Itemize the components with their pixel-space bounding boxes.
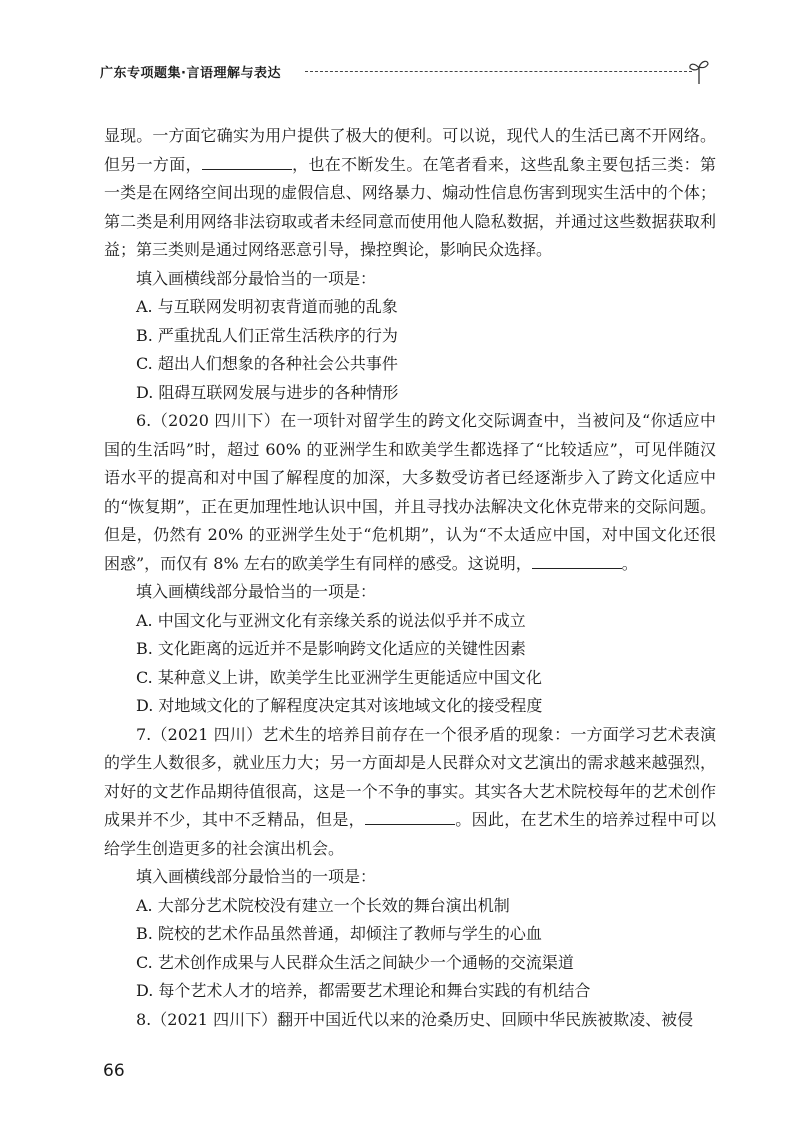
question-prompt: 填入画横线部分最恰当的一项是： [136, 867, 377, 886]
header-title: 广东专项题集·言语理解与表达 [100, 66, 281, 81]
option-b: B. 院校的艺术作品虽然普通，却倾注了教师与学生的心血 [136, 924, 542, 943]
question-prompt: 填入画横线部分最恰当的一项是： [136, 268, 377, 288]
option-c: C. 某种意义上讲，欧美学生比亚洲学生更能适应中国文化 [136, 667, 542, 687]
page-content [104, 122, 716, 1034]
option-d: D. 阻碍互联网发展与进步的各种情形 [136, 382, 399, 402]
header-rule [305, 71, 692, 72]
option-d: D. 每个艺术人才的培养，都需要艺术理论和舞台实践的有机结合 [136, 981, 591, 1000]
option-c: C. 艺术创作成果与人民群众生活之间缺少一个通畅的交流渠道 [136, 952, 574, 972]
option-a: A. 与互联网发明初衷背道而驰的乱象 [136, 297, 398, 316]
option-c: C. 超出人们想象的各种社会公共事件 [136, 354, 398, 373]
passage-continuation: 显现。一方面它确实为用户提供了极大的便利。可以说，现代人的生活已离不开网络。但另一方面， ，也在不断发生。在笔者看来，这些乱象主要包括三类：第一类是在网络空间出现的虚假信息、网络暴力、煽动性信息伤害到现实生活中的个体；第二类是利用网络非法窃取或者未经同意而使用他人隐私数据，并通过这些数据获取利益；第三类则是通过网络恶意引导，操控舆论，影响民众选择。 [104, 126, 716, 259]
option-a: A. 大部分艺术院校没有建立一个长效的舞台演出机制 [136, 895, 510, 915]
question-8-stem: 8.（2021 四川下）翻开中国近代以来的沧桑历史、回顾中华民族被欺凌、被侵 [136, 1009, 694, 1029]
option-a: A. 中国文化与亚洲文化有亲缘关系的说法似乎并不成立 [136, 610, 526, 630]
answer-blank [532, 552, 622, 569]
option-b: B. 严重扰乱人们正常生活秩序的行为 [136, 325, 398, 345]
question-prompt: 填入画横线部分最恰当的一项是： [136, 582, 377, 601]
answer-blank [202, 153, 292, 170]
option-d: D. 对地域文化的了解程度决定其对该地域文化的接受程度 [136, 696, 543, 715]
running-header [100, 58, 710, 88]
question-7-stem: 7.（2021 四川）艺术生的培养目前存在一个很矛盾的现象：一方面学习艺术表演的学生人数很多，就业压力大；另一方面却是人民群众对文艺演出的需求越来越强烈，对好的文艺作品期待值很高，这是一个不争的事实。其实各大艺术院校每年的艺术创作成果并不少，其中不乏精品，但是， 。因此，在艺术生的培养过程中可以给学生创造更多的社会演出机会。 [104, 724, 716, 858]
question-6-stem: 6.（2020 四川下）在一项针对留学生的跨文化交际调查中，当被问及“你适应中国的生活吗”时，超过 60% 的亚洲学生和欧美学生都选择了“比较适应”，可见伴随汉语水平的提高和对中国了解程度的加深，大多数受访者已经逐渐步入了跨文化适应中的“恢复期”，正在更加理性地认识中国，并且寻找办法解决文化休克带来的交际问题。但是，仍然有 20% 的亚洲学生处于“危机期”，认为“不太适应中国，对中国文化还很困惑”，而仅有 8% 左右的欧美学生有同样的感受。这说明， 。 [104, 411, 716, 573]
page-number: 66 [103, 1061, 125, 1081]
answer-blank [365, 808, 455, 825]
sprout-icon [688, 58, 710, 84]
option-b: B. 文化距离的远近并不是影响跨文化适应的关键性因素 [136, 639, 526, 658]
